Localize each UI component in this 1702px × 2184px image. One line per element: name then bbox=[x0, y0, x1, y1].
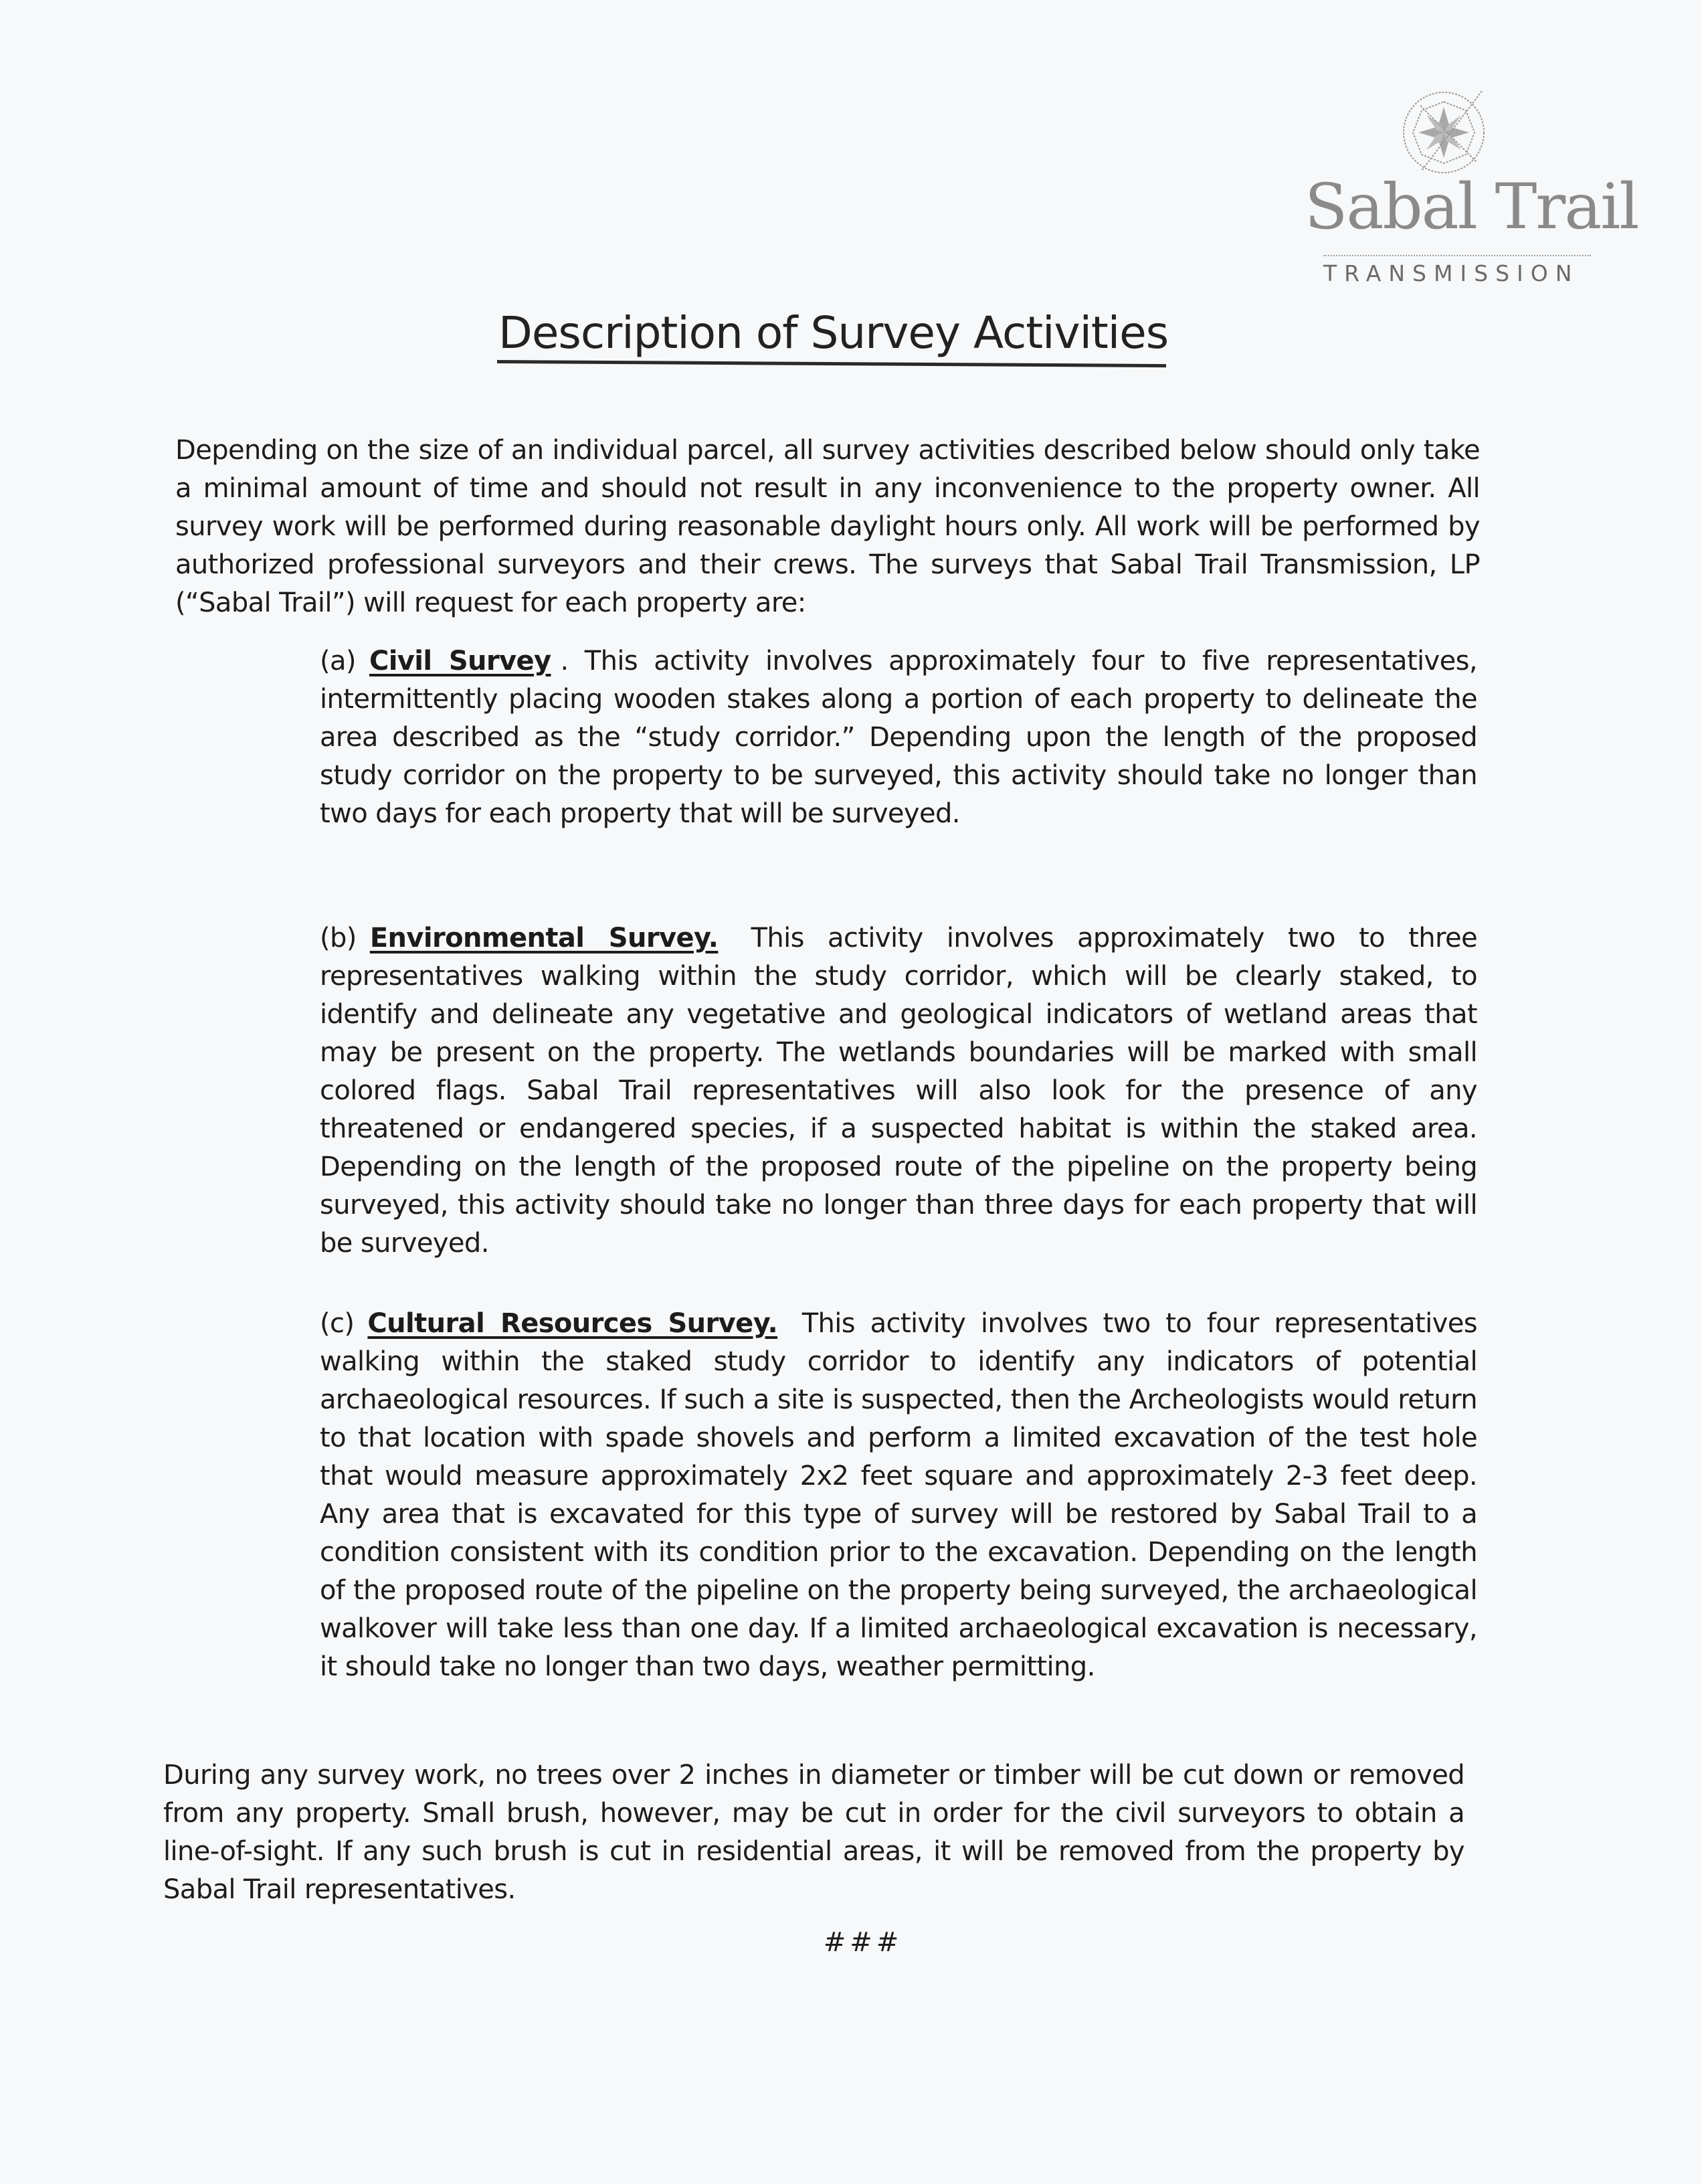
logo-divider bbox=[1323, 255, 1591, 256]
item-body: This activity involves approximately four to five representatives, intermittently placing wooden stakes along a portion of each property to delineate the area described as the “study corridor.” Depending upon the length of the proposed study corridor on the property to be surveyed, this activity should take no longer than two days for each property that will be surveyed. bbox=[320, 646, 1477, 829]
end-of-document-mark: ### bbox=[823, 1927, 903, 1958]
closing-paragraph: During any survey work, no trees over 2 inches in diameter or timber will be cut down or removed from any property. Small brush, however, may be cut in order for the civil surveyors to obtain a line-of-sight. If any such brush is cut in residential areas, it will be removed from the property by Sabal Trail representatives. bbox=[163, 1760, 1464, 1905]
survey-item-environmental bbox=[320, 919, 1477, 1263]
item-marker: (c) bbox=[320, 1308, 355, 1339]
survey-item-civil bbox=[320, 642, 1477, 833]
document-title: Description of Survey Activities bbox=[498, 307, 1169, 359]
intro-paragraph: Depending on the size of an individual parcel, all survey activities described below should only take a minimal amount of time and should not result in any inconvenience to the property owner. All survey work will be performed during reasonable daylight hours only. All work will be performed by authorized professional surveyors and their crews. The surveys that Sabal Trail Transmission, LP (“Sabal Trail”) will request for each property are: bbox=[175, 435, 1480, 618]
item-heading: Environmental Survey. bbox=[369, 923, 719, 953]
company-logo bbox=[1291, 84, 1638, 286]
compass-rose-icon bbox=[1402, 87, 1489, 174]
item-heading: Cultural Resources Survey. bbox=[367, 1308, 778, 1339]
item-heading: Civil Survey bbox=[369, 646, 551, 676]
item-body: This activity involves two to four representatives walking within the staked study corridor to identify any indicators of potential archaeological resources. If such a site is suspected, then the Archeologists would return to that location with spade shovels and perform a limited excavation of the test hole that would measure approximately 2x2 feet square and approximately 2-3 feet deep. Any area that is excavated for this type of survey will be restored by Sabal Trail to a condition consistent with its condition prior to the excavation. Depending on the length of the proposed route of the pipeline on the property being surveyed, the archaeological walkover will take less than one day. If a limited archaeological excavation is necessary, it should take no longer than two days, weather permitting. bbox=[320, 1308, 1477, 1682]
logo-wordmark: Sabal Trail bbox=[1305, 171, 1638, 244]
title-underline bbox=[497, 360, 1166, 367]
item-body: This activity involves approximately two to three representatives walking within the study corridor, which will be clearly staked, to identify and delineate any vegetative and geological indicators of wetland areas that may be present on the property. The wetlands boundaries will be marked with small colored flags. Sabal Trail representatives will also look for the presence of any threatened or endangered species, if a suspected habitat is within the staked area. Depending on the length of the proposed route of the pipeline on the property being surveyed, this activity should take no longer than three days for each property that will be surveyed. bbox=[320, 923, 1477, 1259]
item-marker: (b) bbox=[320, 923, 357, 953]
logo-subtitle: TRANSMISSION bbox=[1323, 260, 1580, 286]
item-heading-punct: . bbox=[560, 646, 569, 676]
survey-item-cultural-resources bbox=[320, 1305, 1477, 1686]
item-marker: (a) bbox=[320, 646, 356, 676]
